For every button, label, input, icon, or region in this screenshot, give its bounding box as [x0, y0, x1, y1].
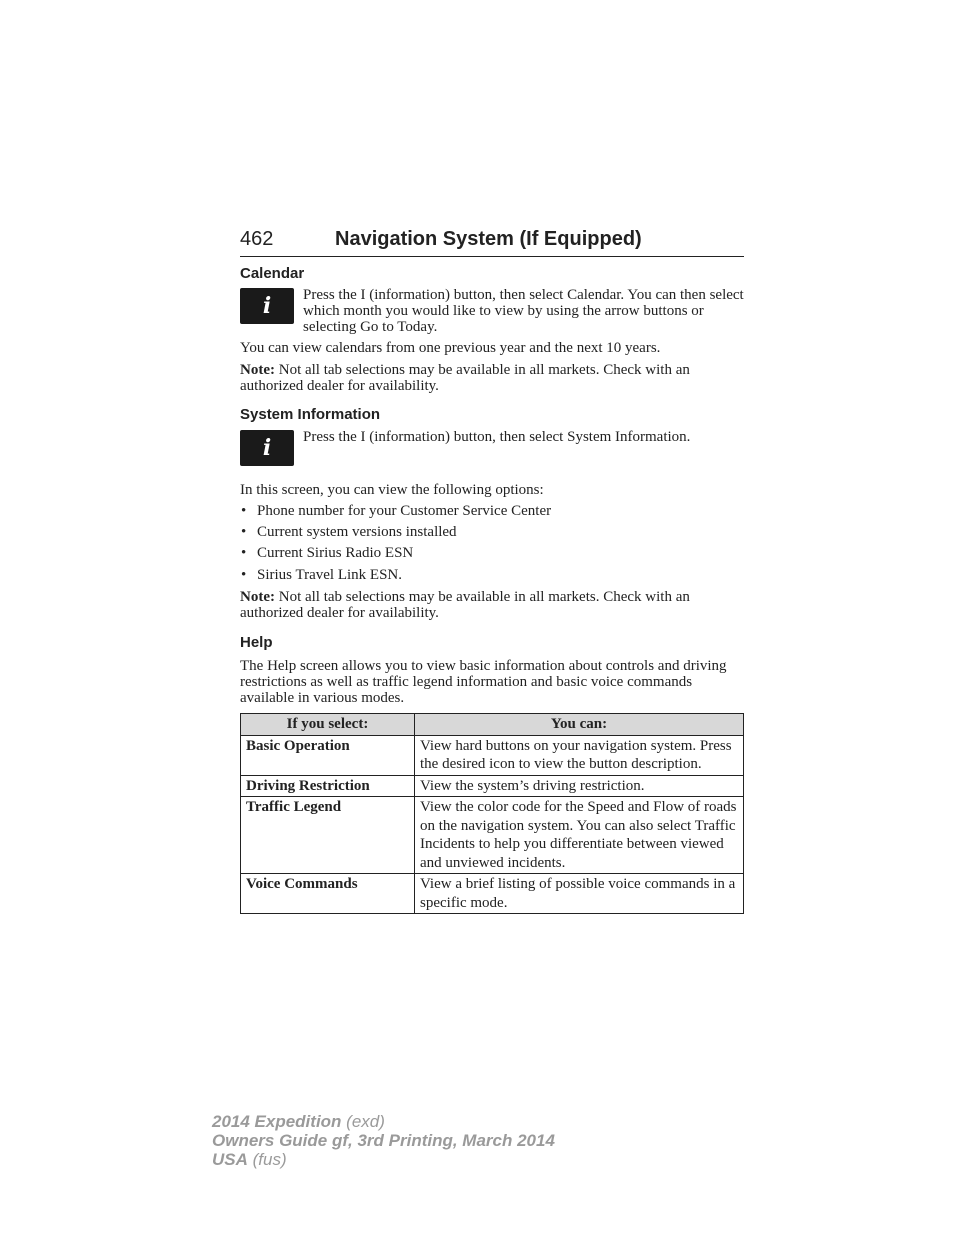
table-cell-option: Basic Operation — [241, 735, 415, 775]
calendar-instruction — [240, 287, 744, 335]
table-row — [241, 797, 744, 874]
calendar-body: You can view calendars from one previous year and the next 10 years. — [240, 340, 661, 356]
help-body: The Help screen allows you to view basic information about controls and driving restrictions as well as traffic legend information and basic voice commands available in various modes. — [240, 658, 727, 706]
system-information-heading: System Information — [240, 406, 381, 423]
footer-line-printing: Owners Guide gf, 3rd Printing, March 2014 — [212, 1131, 555, 1150]
system-information-instruction-text: Press the I (information) button, then select System Information. — [303, 429, 691, 445]
table-cell-option: Driving Restriction — [241, 775, 415, 797]
table-cell-option: Voice Commands — [241, 874, 415, 914]
table-row — [241, 775, 744, 797]
page-title: Navigation System (If Equipped) — [335, 228, 642, 250]
column-header: If you select: — [241, 714, 415, 736]
list-item: • Phone number for your Customer Service Center — [240, 503, 744, 519]
note-label: Note: — [240, 362, 275, 378]
note-text: Not all tab selections may be available in all markets. Check with an authorized dealer for availability. — [240, 362, 690, 394]
page-header — [240, 228, 744, 257]
table-row — [241, 735, 744, 775]
help-table — [240, 713, 744, 914]
help-heading: Help — [240, 634, 273, 651]
table-row — [241, 874, 744, 914]
calendar-heading: Calendar — [240, 265, 305, 282]
note-label: Note: — [240, 589, 275, 605]
information-icon: i — [240, 430, 294, 466]
table-cell-description: View a brief listing of possible voice commands in a specific mode. — [415, 874, 744, 914]
system-information-intro: In this screen, you can view the following options: — [240, 482, 544, 498]
calendar-instruction-text: Press the I (information) button, then select Calendar. You can then select which month you would like to view by using the arrow buttons or selecting Go to Today. — [303, 287, 744, 335]
note-text: Not all tab selections may be available in all markets. Check with an authorized dealer for availability. — [240, 589, 690, 621]
information-icon: i — [240, 288, 294, 324]
page-number: 462 — [240, 228, 274, 250]
manual-page — [240, 228, 744, 914]
calendar-note — [240, 362, 744, 394]
table-cell-description: View the color code for the Speed and Flow of roads on the navigation system. You can also select Traffic Incidents to help you differentiate between viewed and unviewed incidents. — [415, 797, 744, 874]
footer-line-market: USA (fus) — [212, 1150, 287, 1169]
options-list — [240, 503, 744, 583]
footer-line-model: 2014 Expedition (exd) — [212, 1112, 385, 1131]
table-cell-description: View the system’s driving restriction. — [415, 775, 744, 797]
table-cell-description: View hard buttons on your navigation system. Press the desired icon to view the button description. — [415, 735, 744, 775]
system-information-note — [240, 589, 744, 621]
list-item: • Current Sirius Radio ESN — [240, 545, 744, 561]
table-header-row — [241, 714, 744, 736]
table-cell-option: Traffic Legend — [241, 797, 415, 874]
column-header: You can: — [415, 714, 744, 736]
system-information-instruction — [240, 429, 744, 466]
document-footer — [212, 1112, 555, 1169]
list-item: • Current system versions installed — [240, 524, 744, 540]
list-item: • Sirius Travel Link ESN. — [240, 567, 744, 583]
